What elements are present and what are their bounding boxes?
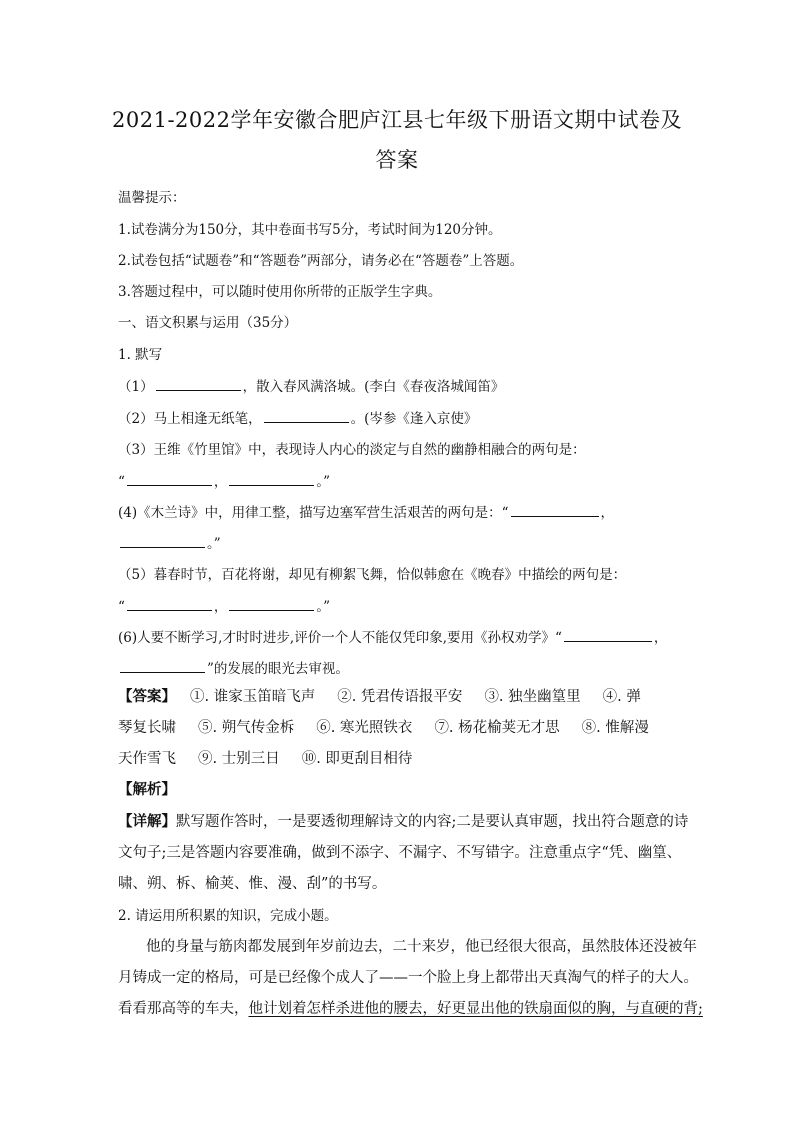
detail-text-1: 默写题作答时，一是要透彻理解诗文的内容;二是要认真审题，找出符合题意的诗: [176, 814, 689, 830]
answer-8-start: ⑧. 惟解漫: [581, 720, 649, 736]
answer-blank: [229, 471, 314, 486]
q1-part2: [118, 408, 477, 429]
tips-heading: 温馨提示：: [118, 190, 186, 206]
tip-item-3: 3.答题过程中，可以随时使用你所带的正版学生字典。: [118, 284, 442, 300]
q1-part1: [118, 376, 504, 397]
comma: ，: [213, 599, 228, 615]
passage-line-3-start: 看看那高等的车夫，: [118, 1001, 249, 1017]
answer-blank: [564, 627, 652, 642]
close-quote: 。”: [316, 474, 331, 490]
answer-row-3: [118, 749, 412, 769]
comma: ，: [600, 505, 615, 521]
tip-item-2: 2.试卷包括“试题卷”和“答题卷”两部分，请务必在“答题卷”上答题。: [118, 253, 524, 269]
answer-blank: [511, 502, 599, 517]
analysis-detail-2: 文句子;三是答题内容要准确，做到不添字、不漏字、不写错字。注意重点字“凭、幽篁、: [118, 845, 682, 861]
answer-6: ⑥. 寒光照铁衣: [316, 720, 413, 736]
doc-title-line1: 2021-2022学年安徽合肥庐江县七年级下册语文期中试卷及: [112, 108, 682, 132]
analysis-label: 【解析】: [118, 781, 176, 798]
q1-part2-text: （2）马上相逢无纸笔，: [118, 411, 262, 427]
q1-part6: [118, 627, 667, 648]
answer-label: 【答案】: [118, 688, 176, 705]
underlined-sentence: 他计划着怎样杀进他的腰去，好更显出他的铁扇面似的胸，与直硬的背;: [248, 1001, 703, 1017]
answer-9: ⑨. 士别三日: [198, 751, 280, 767]
q1-part5: （5）暮春时节，百花将谢，却见有柳絮飞舞，恰似韩愈在《晚春》中描绘的两句是：: [118, 567, 627, 583]
q1-part6-text: (6)人要不断学习,才时时进步,评价一个人不能仅凭印象,要用《孙权劝学》“: [118, 630, 562, 646]
open-quote: “: [118, 474, 125, 490]
answer-row-2: [118, 718, 649, 738]
passage-line-2: 月铸成一定的格局，可是已经像个成人了——一个脸上身上都带出天真淘气的样子的大人。: [118, 970, 698, 986]
answer-4-start: ④. 弹: [602, 689, 641, 705]
answer-3: ③. 独坐幽篁里: [484, 689, 581, 705]
open-quote: “: [118, 599, 125, 615]
q1-part6-cont: [118, 658, 349, 679]
q1-part4: [118, 502, 614, 523]
answer-10: ⑩. 即更刮目相待: [301, 751, 413, 767]
passage-line-3: [118, 999, 703, 1019]
answer-blank: [120, 533, 205, 548]
q2-label: 2. 请运用所积累的知识，完成小题。: [118, 908, 338, 924]
comma: ，: [653, 630, 668, 646]
q1-part4-cont: [118, 533, 221, 554]
close-quote: 。”: [316, 599, 331, 615]
analysis-detail-1: [118, 812, 688, 832]
answer-2: ②. 凭君传语报平安: [337, 689, 463, 705]
analysis-detail-3: 啸、朔、柝、榆荚、惟、漫、刮”的书写。: [118, 876, 387, 892]
q1-part1-text: ，散入春风满洛城。(李白《春夜洛城闻笛》: [242, 379, 505, 395]
doc-title-line2: 答案: [375, 148, 419, 172]
answer-8-end: 天作雪飞: [118, 751, 176, 767]
answer-blank: [120, 658, 205, 673]
q1-part3-blanks: [118, 471, 330, 492]
answer-5: ⑤. 朔气传金柝: [198, 720, 295, 736]
close-quote: 。”: [207, 536, 221, 552]
q1-part4-text: (4)《木兰诗》中，用律工整，描写边塞军营生活艰苦的两句是：“: [118, 505, 509, 521]
answer-4-end: 琴复长啸: [118, 720, 176, 736]
answer-7: ⑦. 杨花榆荚无才思: [434, 720, 560, 736]
passage-line-1: 他的身量与筋肉都发展到年岁前边去，二十来岁，他已经很大很高，虽然肢体还没被年: [146, 939, 697, 955]
q1-label: 1. 默写: [118, 347, 163, 363]
section-heading: 一、语文积累与运用（35分）: [118, 315, 298, 331]
answer-blank: [156, 376, 241, 391]
answer-1: ①. 谁家玉笛暗飞声: [190, 689, 316, 705]
tip-item-1: 1.试卷满分为150分，其中卷面书写5分，考试时间为120分钟。: [118, 222, 502, 238]
answer-blank: [127, 471, 212, 486]
q1-part6-suffix: ”的发展的眼光去审视。: [207, 661, 349, 677]
q1-part2-suffix: 。(岑参《逢入京使》: [350, 411, 478, 427]
q1-part3: （3）王维《竹里馆》中，表现诗人内心的淡定与自然的幽静相融合的两句是：: [118, 442, 586, 458]
q1-part5-blanks: [118, 596, 330, 617]
answer-blank: [127, 596, 212, 611]
comma: ，: [213, 474, 228, 490]
detail-label: 【详解】: [118, 813, 176, 830]
answer-blank: [229, 596, 314, 611]
q1-part1-prefix: （1）: [118, 379, 154, 395]
answer-blank: [264, 408, 349, 423]
answer-row-1: [118, 687, 641, 707]
